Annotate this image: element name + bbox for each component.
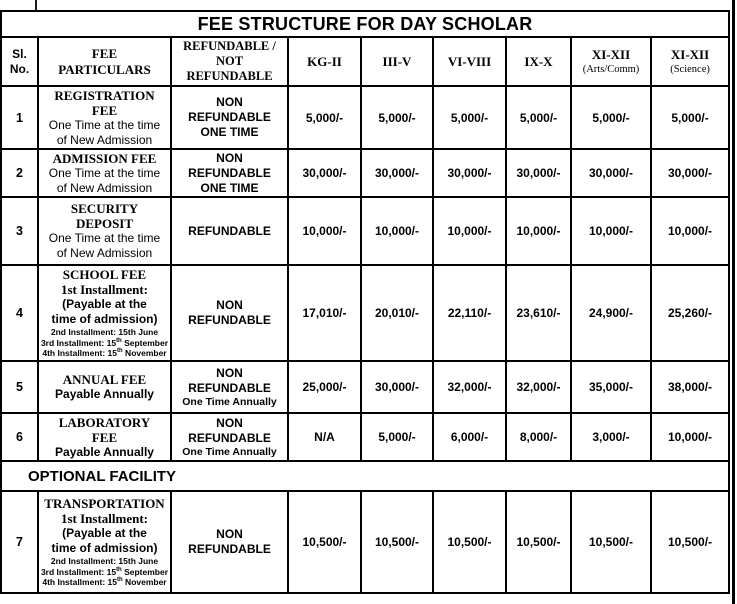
fee-particulars-cell: SCHOOL FEE 1st Installment: (Payable at the time of admission) 2nd Installment: 15th June 3rd Installment: 15th September 4th Installment: 15th November	[38, 265, 171, 361]
fee-value: 30,000/-	[288, 149, 361, 197]
fee-value: 25,260/-	[651, 265, 729, 361]
row-number: 7	[1, 491, 38, 593]
fee-value: N/A	[288, 413, 361, 461]
installment-line: 3rd Installment: 15th September	[40, 337, 169, 348]
fee-value: 3,000/-	[571, 413, 651, 461]
fee-value: 30,000/-	[651, 149, 729, 197]
fee-value: 10,500/-	[651, 491, 729, 593]
col-header-xi-xii-science: XI-XII (Science)	[651, 37, 729, 86]
fee-value: 10,500/-	[433, 491, 506, 593]
fee-value: 10,500/-	[571, 491, 651, 593]
installment-line: 2nd Installment: 15th June	[50, 327, 159, 338]
refundable-cell: NON REFUNDABLE	[171, 265, 288, 361]
fee-particulars-cell: LABORATORY FEE Payable Annually	[38, 413, 171, 461]
fee-value: 17,010/-	[288, 265, 361, 361]
fee-value: 35,000/-	[571, 361, 651, 413]
col-header-ix-x: IX-X	[506, 37, 571, 86]
fee-value: 32,000/-	[506, 361, 571, 413]
fee-value: 5,000/-	[433, 86, 506, 149]
fee-value: 10,000/-	[506, 197, 571, 265]
col-header-vi-viii: VI-VIII	[433, 37, 506, 86]
col-header-xi-xii-arts: XI-XII (Arts/Comm)	[571, 37, 651, 86]
fee-value: 10,000/-	[571, 197, 651, 265]
page-edge-line	[732, 0, 735, 604]
col-header-kg-ii: KG-II	[288, 37, 361, 86]
section-header: OPTIONAL FACILITY	[1, 461, 729, 491]
col-header-iii-v: III-V	[361, 37, 433, 86]
fee-value: 6,000/-	[433, 413, 506, 461]
fee-particulars-cell: TRANSPORTATION 1st Installment: (Payable at the time of admission) 2nd Installment: 15th June 3rd Installment: 15th September 4th Installment: 15th November	[38, 491, 171, 593]
fee-value: 10,000/-	[433, 197, 506, 265]
fee-value: 30,000/-	[506, 149, 571, 197]
fee-value: 5,000/-	[506, 86, 571, 149]
section-row-optional-facility	[1, 461, 729, 491]
row-registration-fee	[1, 86, 729, 149]
fee-value: 20,010/-	[361, 265, 433, 361]
fee-structure-table	[0, 10, 730, 594]
fee-value: 10,000/-	[651, 197, 729, 265]
refundable-cell: REFUNDABLE	[171, 197, 288, 265]
row-school-fee	[1, 265, 729, 361]
row-number: 5	[1, 361, 38, 413]
fee-value: 24,900/-	[571, 265, 651, 361]
title-row	[1, 11, 729, 37]
installment-line: 3rd Installment: 15th September	[40, 566, 169, 577]
fee-value: 30,000/-	[571, 149, 651, 197]
row-laboratory-fee	[1, 413, 729, 461]
fee-value: 5,000/-	[651, 86, 729, 149]
col-header-sl-no: Sl. No.	[1, 37, 38, 86]
installment-line: 4th Installment: 15th November	[42, 348, 167, 359]
row-number: 1	[1, 86, 38, 149]
fee-value: 25,000/-	[288, 361, 361, 413]
fee-value: 23,610/-	[506, 265, 571, 361]
col-header-refundable: REFUNDABLE / NOT REFUNDABLE	[171, 37, 288, 86]
table-title: FEE STRUCTURE FOR DAY SCHOLAR	[1, 11, 729, 37]
fee-value: 32,000/-	[433, 361, 506, 413]
fee-particulars-cell: ADMISSION FEE One Time at the time of New Admission	[38, 149, 171, 197]
fee-value: 38,000/-	[651, 361, 729, 413]
row-number: 3	[1, 197, 38, 265]
fee-value: 10,000/-	[651, 413, 729, 461]
row-annual-fee	[1, 361, 729, 413]
fee-particulars-cell: ANNUAL FEE Payable Annually	[38, 361, 171, 413]
fee-value: 5,000/-	[571, 86, 651, 149]
fee-value: 10,000/-	[361, 197, 433, 265]
fee-value: 30,000/-	[433, 149, 506, 197]
fee-value: 10,500/-	[288, 491, 361, 593]
fee-value: 10,500/-	[506, 491, 571, 593]
row-number: 2	[1, 149, 38, 197]
fee-value: 22,110/-	[433, 265, 506, 361]
row-number: 6	[1, 413, 38, 461]
installment-line: 4th Installment: 15th November	[42, 577, 167, 588]
fee-value: 30,000/-	[361, 361, 433, 413]
header-row	[1, 37, 729, 86]
fee-value: 30,000/-	[361, 149, 433, 197]
fee-value: 5,000/-	[361, 413, 433, 461]
fee-value: 5,000/-	[361, 86, 433, 149]
fee-particulars-cell: REGISTRATION FEE One Time at the time of New Admission	[38, 86, 171, 149]
refundable-cell: NON REFUNDABLE ONE TIME	[171, 149, 288, 197]
fee-value: 10,000/-	[288, 197, 361, 265]
fee-value: 8,000/-	[506, 413, 571, 461]
row-number: 4	[1, 265, 38, 361]
refundable-cell: NON REFUNDABLE One Time Annually	[171, 413, 288, 461]
refundable-cell: NON REFUNDABLE	[171, 491, 288, 593]
row-admission-fee	[1, 149, 729, 197]
row-transportation	[1, 491, 729, 593]
fee-value: 10,500/-	[361, 491, 433, 593]
fee-value: 5,000/-	[288, 86, 361, 149]
refundable-cell: NON REFUNDABLE One Time Annually	[171, 361, 288, 413]
fee-particulars-cell: SECURITY DEPOSIT One Time at the time of New Admission	[38, 197, 171, 265]
refundable-cell: NON REFUNDABLE ONE TIME	[171, 86, 288, 149]
col-header-fee-particulars: FEE PARTICULARS	[38, 37, 171, 86]
installment-line: 2nd Installment: 15th June	[50, 556, 159, 567]
row-security-deposit	[1, 197, 729, 265]
